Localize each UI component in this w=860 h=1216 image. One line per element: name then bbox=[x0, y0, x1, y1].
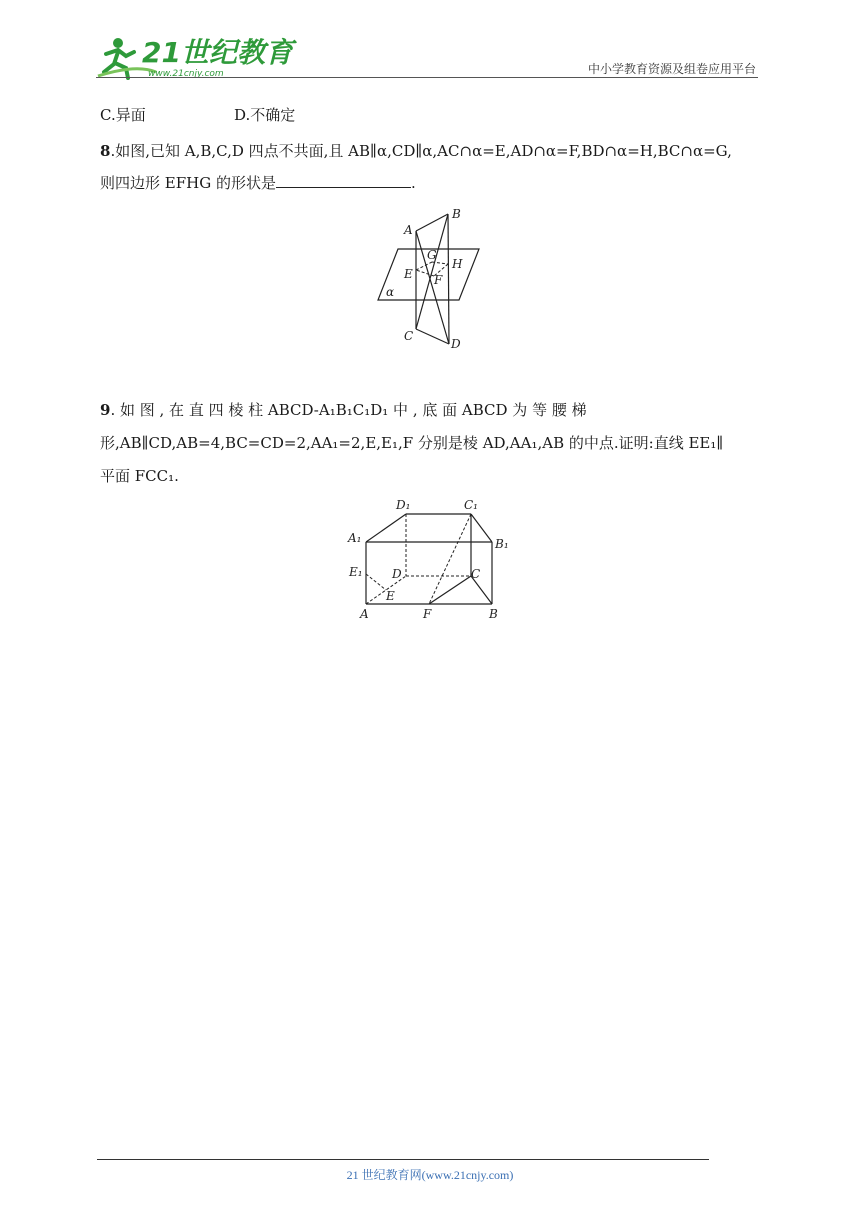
q9-label-a1: A₁ bbox=[348, 531, 362, 545]
q8-label-c: C bbox=[404, 329, 414, 343]
logo-url: www.21cnjy.com bbox=[148, 69, 224, 79]
header-tagline: 中小学教育资源及组卷应用平台 bbox=[587, 62, 756, 76]
header-divider bbox=[96, 77, 758, 78]
q8-label-g: G bbox=[427, 248, 437, 262]
q8-figure bbox=[370, 204, 480, 354]
q9-label-d: D bbox=[392, 567, 402, 581]
q8-answer-blank[interactable] bbox=[276, 173, 411, 188]
q8-label-f: F bbox=[434, 273, 443, 287]
q8-line-1 bbox=[100, 141, 732, 161]
q8-label-b: B bbox=[452, 207, 461, 221]
q9-label-c: C bbox=[471, 567, 481, 581]
q9-line-1 bbox=[100, 400, 587, 420]
q9-label-e: E bbox=[386, 589, 395, 603]
q9-label-a: A bbox=[360, 607, 369, 621]
q8-label-a: A bbox=[404, 223, 413, 237]
q9-label-b1: B₁ bbox=[495, 537, 509, 551]
q8-number: 8 bbox=[100, 142, 111, 160]
q8-label-alpha: α bbox=[386, 285, 395, 299]
q9-label-c1: C₁ bbox=[464, 498, 478, 512]
q9-label-b: B bbox=[489, 607, 498, 621]
q9-label-d1: D₁ bbox=[396, 498, 411, 512]
q8-label-e: E bbox=[404, 267, 413, 281]
q9-line-3: 平面 FCC₁. bbox=[100, 467, 179, 485]
q7-option-c: C.异面 bbox=[100, 106, 146, 124]
q8-question-suffix: . bbox=[410, 174, 416, 192]
footer-text: 21 世纪教育网(www.21cnjy.com) bbox=[346, 1168, 514, 1182]
q9-text-1: . 如 图 , 在 直 四 棱 柱 ABCD-A₁B₁C₁D₁ 中 , 底 面 ABCD 为 等 腰 梯 bbox=[110, 401, 587, 419]
q9-label-f: F bbox=[423, 607, 432, 621]
site-logo bbox=[96, 34, 293, 82]
q8-line-2 bbox=[100, 173, 416, 193]
q9-number: 9 bbox=[100, 401, 111, 419]
q8-label-h: H bbox=[452, 257, 463, 271]
q9-label-e1: E₁ bbox=[349, 565, 363, 579]
q8-question-prefix: 则四边形 EFHG 的形状是 bbox=[100, 174, 276, 192]
logo-text: 21世纪教育 bbox=[142, 36, 293, 69]
footer-divider bbox=[97, 1159, 709, 1160]
q8-text: .如图,已知 A,B,C,D 四点不共面,且 AB∥α,CD∥α,AC∩α=E,AD∩α=F,BD∩α=H,BC∩α=G, bbox=[110, 142, 732, 160]
q9-line-2: 形,AB∥CD,AB=4,BC=CD=2,AA₁=2,E,E₁,F 分别是棱 AD,AA₁,AB 的中点.证明:直线 EE₁∥ bbox=[100, 434, 724, 452]
q9-figure bbox=[346, 494, 516, 624]
q7-option-d: D.不确定 bbox=[234, 106, 296, 124]
q8-label-d: D bbox=[451, 337, 461, 351]
